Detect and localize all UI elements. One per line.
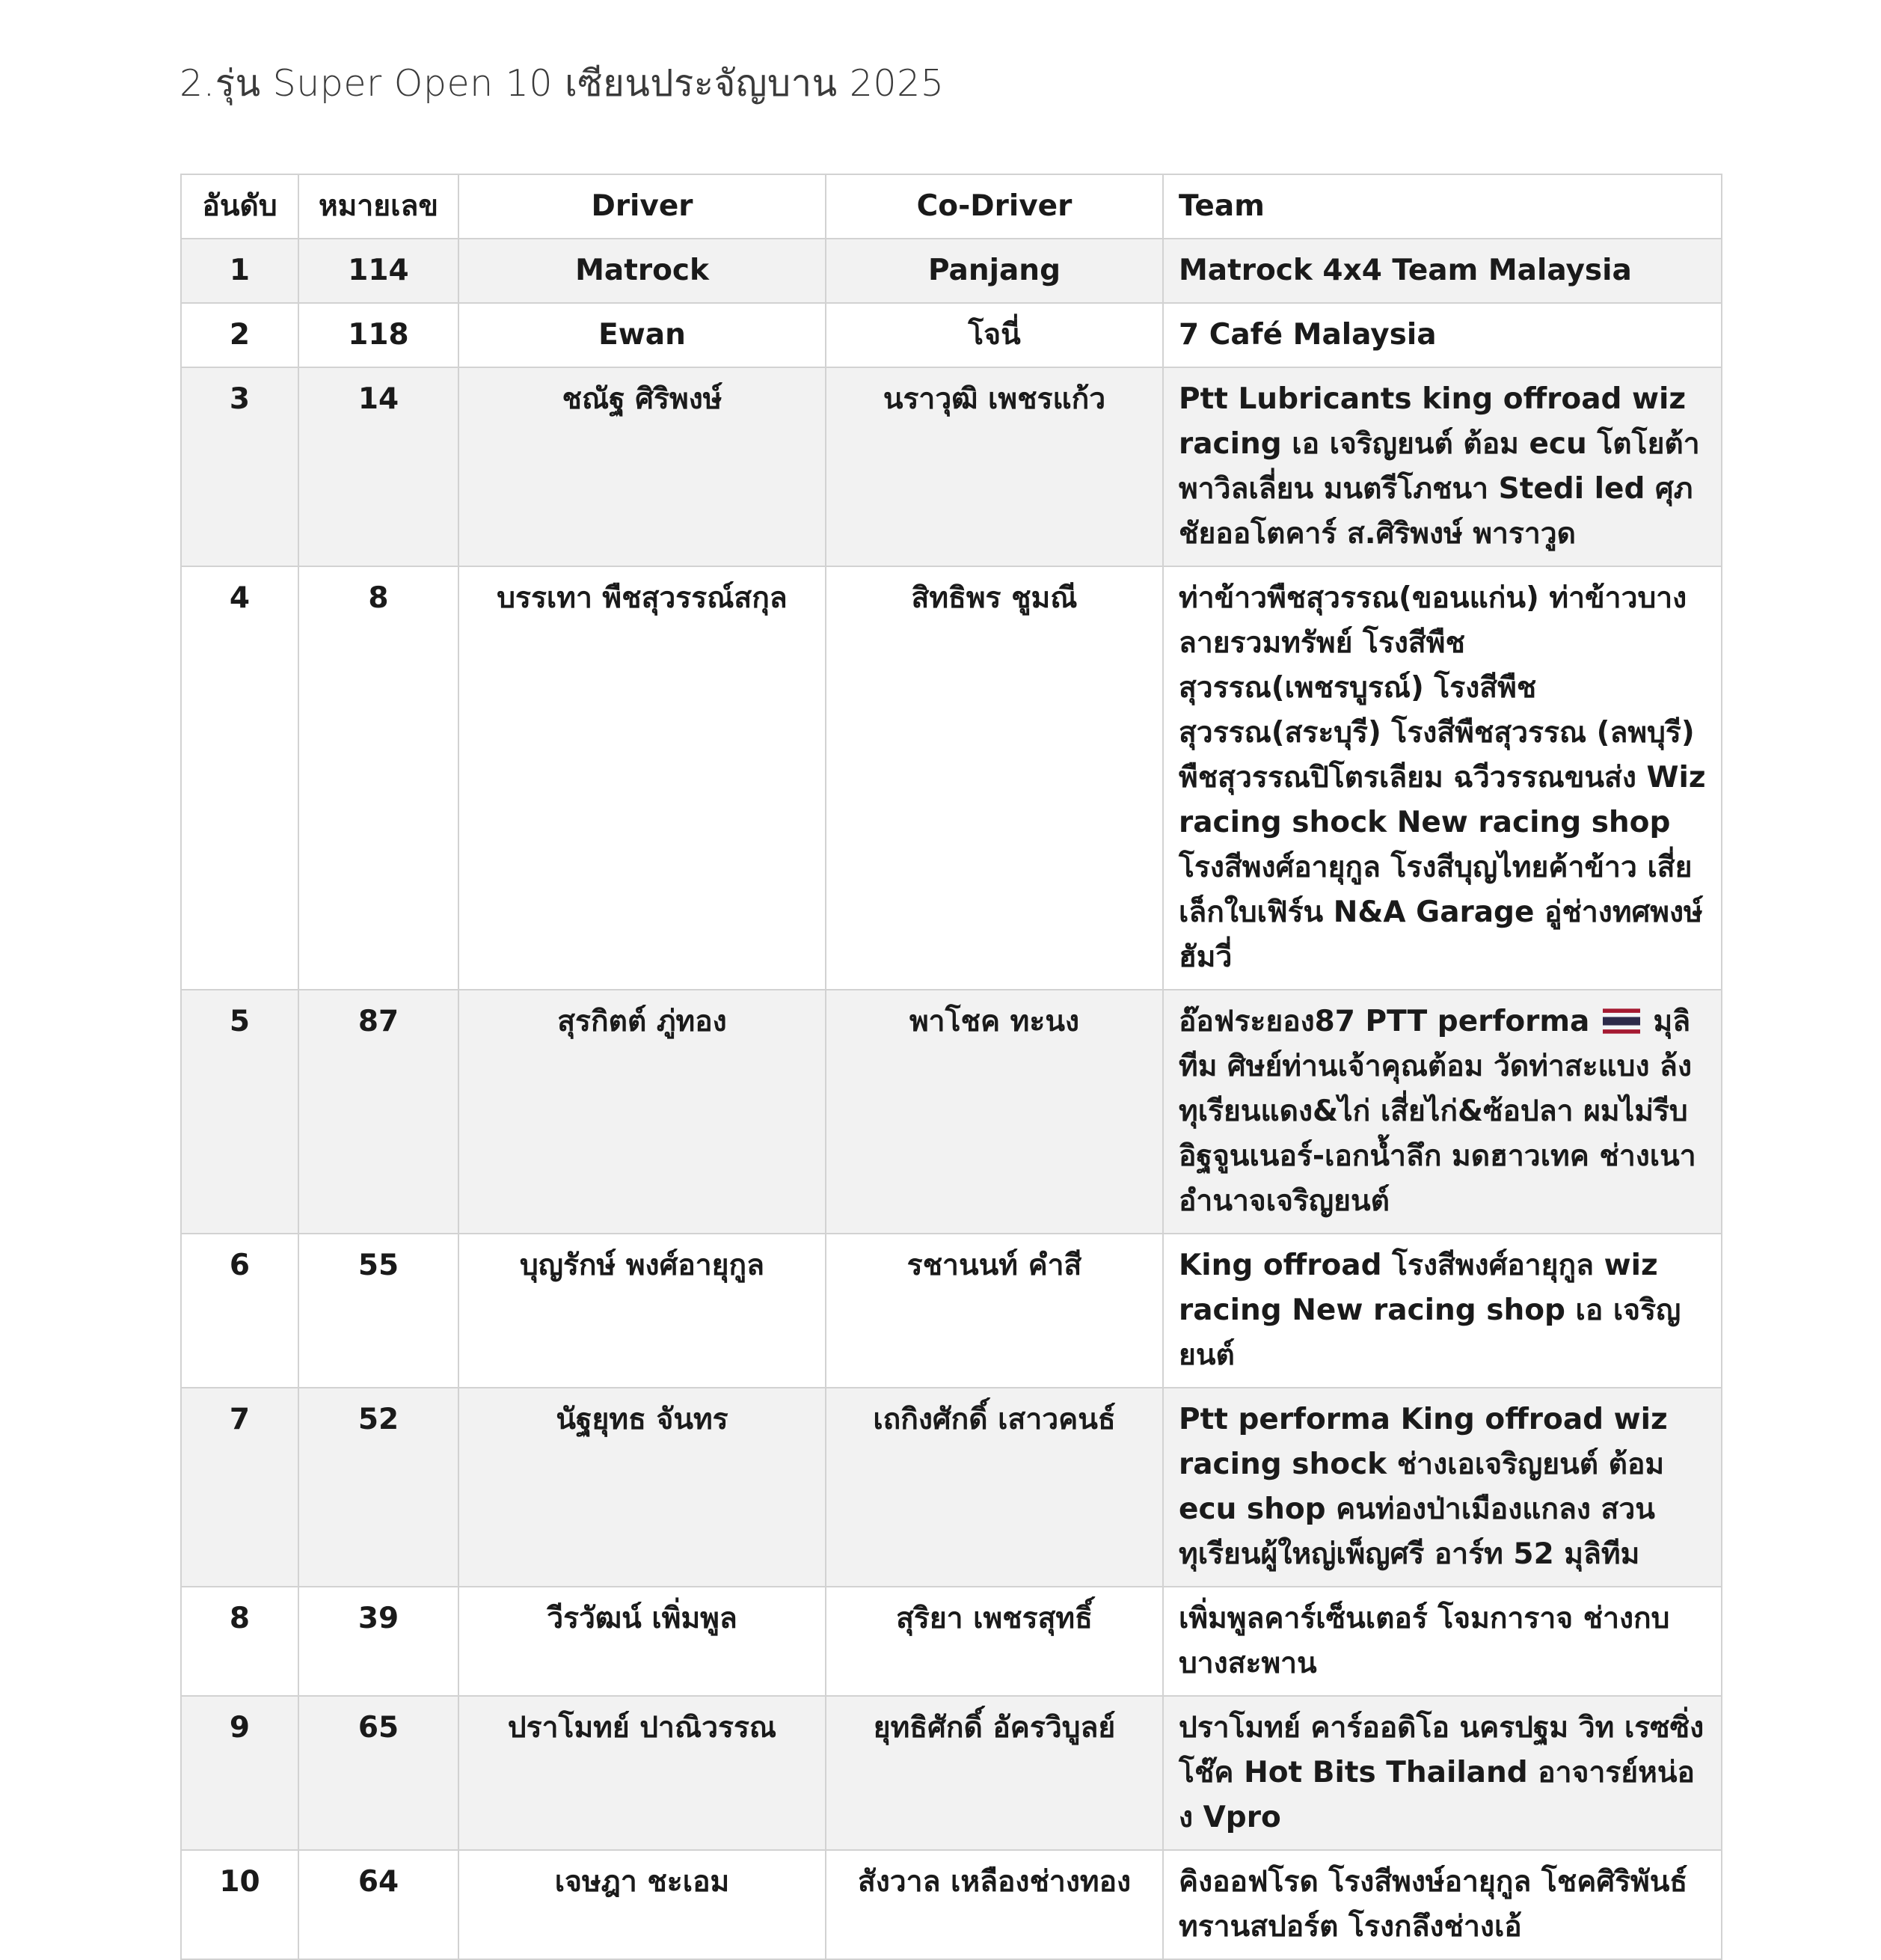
rank-cell: 2 bbox=[181, 303, 298, 367]
driver-cell: Ewan bbox=[458, 303, 826, 367]
co-driver-cell: รชานนท์ คำสี bbox=[826, 1234, 1163, 1388]
driver-cell: สุรกิตต์ ภู่ทอง bbox=[458, 990, 826, 1234]
rank-cell: 3 bbox=[181, 367, 298, 566]
header-driver: Driver bbox=[458, 174, 826, 239]
page-title: 2.รุ่น Super Open 10 เซียนประจัญบาน 2025 bbox=[179, 62, 945, 105]
header-team: Team bbox=[1163, 174, 1722, 239]
rank-cell: 1 bbox=[181, 239, 298, 303]
number-cell: 14 bbox=[298, 367, 458, 566]
number-cell: 8 bbox=[298, 566, 458, 990]
number-cell: 118 bbox=[298, 303, 458, 367]
team-text-after-flag: มุลิทีม ศิษย์ท่านเจ้าคุณต้อม วัดท่าสะแบง ล้งทุเรียนแดง&ไก่ เสี่ยไก่&ซ้อปลา ผมไม่รีบ อิฐจูนเนอร์-เอกน้ำลึก มดฮาวเทค ช่างเนาอำนาจเจริญยนต์ bbox=[1179, 1005, 1696, 1218]
table-row bbox=[181, 1234, 1722, 1388]
rank-cell: 8 bbox=[181, 1587, 298, 1696]
co-driver-cell: นราวุฒิ เพชรแก้ว bbox=[826, 367, 1163, 566]
thailand-flag-icon bbox=[1603, 1008, 1640, 1034]
team-cell: ปราโมทย์ คาร์ออดิโอ นครปฐม วิท เรซซิ่งโช๊ค Hot Bits Thailand อาจารย์หน่อง Vpro bbox=[1163, 1696, 1722, 1850]
table-row bbox=[181, 1850, 1722, 1959]
team-cell: ท่าข้าวพืชสุวรรณ(ขอนแก่น) ท่าข้าวบางลายรวมทรัพย์ โรงสีพืชสุวรรณ(เพชรบูรณ์) โรงสีพืชสุวรรณ(สระบุรี) โรงสีพืชสุวรรณ (ลพบุรี) พืชสุวรรณปิโตรเลียม ฉวีวรรณขนส่ง Wiz racing shock New racing shop โรงสีพงศ์อายุกูล โรงสีบุญไทยค้าข้าว เสี่ยเล็กใบเฟิร์น N&A Garage อู่ช่างทศพงษ์ฮัมวี่ bbox=[1163, 566, 1722, 990]
team-cell bbox=[1163, 990, 1722, 1234]
team-cell: 7 Café Malaysia bbox=[1163, 303, 1722, 367]
co-driver-cell: พาโชค ทะนง bbox=[826, 990, 1163, 1234]
co-driver-cell: สังวาล เหลืองช่างทอง bbox=[826, 1850, 1163, 1959]
team-cell: Ptt Lubricants king offroad wiz racing เอ เจริญยนต์ ต้อม ecu โตโยต้า พาวิลเลี่ยน มนตรีโภชนา Stedi led ศุภชัยออโตคาร์ ส.ศิริพงษ์ พาราวูด bbox=[1163, 367, 1722, 566]
number-cell: 114 bbox=[298, 239, 458, 303]
number-cell: 39 bbox=[298, 1587, 458, 1696]
rank-cell: 9 bbox=[181, 1696, 298, 1850]
table-row bbox=[181, 303, 1722, 367]
team-cell: Matrock 4x4 Team Malaysia bbox=[1163, 239, 1722, 303]
table-row bbox=[181, 1388, 1722, 1587]
rank-cell: 10 bbox=[181, 1850, 298, 1959]
rank-cell: 6 bbox=[181, 1234, 298, 1388]
table-row bbox=[181, 1587, 1722, 1696]
driver-cell: บรรเทา พืชสุวรรณ์สกุล bbox=[458, 566, 826, 990]
number-cell: 52 bbox=[298, 1388, 458, 1587]
co-driver-cell: เถกิงศักดิ์ เสาวคนธ์ bbox=[826, 1388, 1163, 1587]
header-co-driver: Co-Driver bbox=[826, 174, 1163, 239]
table-row bbox=[181, 566, 1722, 990]
driver-cell: วีรวัฒน์ เพิ่มพูล bbox=[458, 1587, 826, 1696]
team-cell: Ptt performa King offroad wiz racing shock ช่างเอเจริญยนต์ ต้อม ecu shop คนท่องป่าเมืองแกลง สวนทุเรียนผู้ใหญ่เพ็ญศรี อาร์ท 52 มุลิทีม bbox=[1163, 1388, 1722, 1587]
number-cell: 65 bbox=[298, 1696, 458, 1850]
driver-cell: เจษฎา ชะเอม bbox=[458, 1850, 826, 1959]
rank-cell: 5 bbox=[181, 990, 298, 1234]
co-driver-cell: สิทธิพร ชูมณี bbox=[826, 566, 1163, 990]
results-table bbox=[180, 174, 1722, 1960]
table-row bbox=[181, 239, 1722, 303]
number-cell: 55 bbox=[298, 1234, 458, 1388]
table-header-row bbox=[181, 174, 1722, 239]
driver-cell: บุญรักษ์ พงศ์อายุกูล bbox=[458, 1234, 826, 1388]
header-rank: อันดับ bbox=[181, 174, 298, 239]
driver-cell: Matrock bbox=[458, 239, 826, 303]
team-cell: เพิ่มพูลคาร์เซ็นเตอร์ โจมการาจ ช่างกบบางสะพาน bbox=[1163, 1587, 1722, 1696]
table-row bbox=[181, 367, 1722, 566]
co-driver-cell: สุริยา เพชรสุทธิ์ bbox=[826, 1587, 1163, 1696]
header-number: หมายเลข bbox=[298, 174, 458, 239]
team-text-before-flag: อ๊อฟระยอง87 PTT performa bbox=[1179, 1005, 1590, 1038]
rank-cell: 7 bbox=[181, 1388, 298, 1587]
table-row bbox=[181, 1696, 1722, 1850]
number-cell: 87 bbox=[298, 990, 458, 1234]
co-driver-cell: Panjang bbox=[826, 239, 1163, 303]
rank-cell: 4 bbox=[181, 566, 298, 990]
co-driver-cell: โจนี่ bbox=[826, 303, 1163, 367]
number-cell: 64 bbox=[298, 1850, 458, 1959]
co-driver-cell: ยุทธิศักดิ์ อัครวิบูลย์ bbox=[826, 1696, 1163, 1850]
team-cell: คิงออฟโรด โรงสีพงษ์อายุกูล โชคศิริพันธ์ทรานสปอร์ต โรงกลึงช่างเอ้ bbox=[1163, 1850, 1722, 1959]
team-cell: King offroad โรงสีพงศ์อายุกูล wiz racing New racing shop เอ เจริญยนต์ bbox=[1163, 1234, 1722, 1388]
driver-cell: ชณัฐ ศิริพงษ์ bbox=[458, 367, 826, 566]
driver-cell: นัฐยุทธ จันทร bbox=[458, 1388, 826, 1587]
driver-cell: ปราโมทย์ ปาณิวรรณ bbox=[458, 1696, 826, 1850]
table-row bbox=[181, 990, 1722, 1234]
